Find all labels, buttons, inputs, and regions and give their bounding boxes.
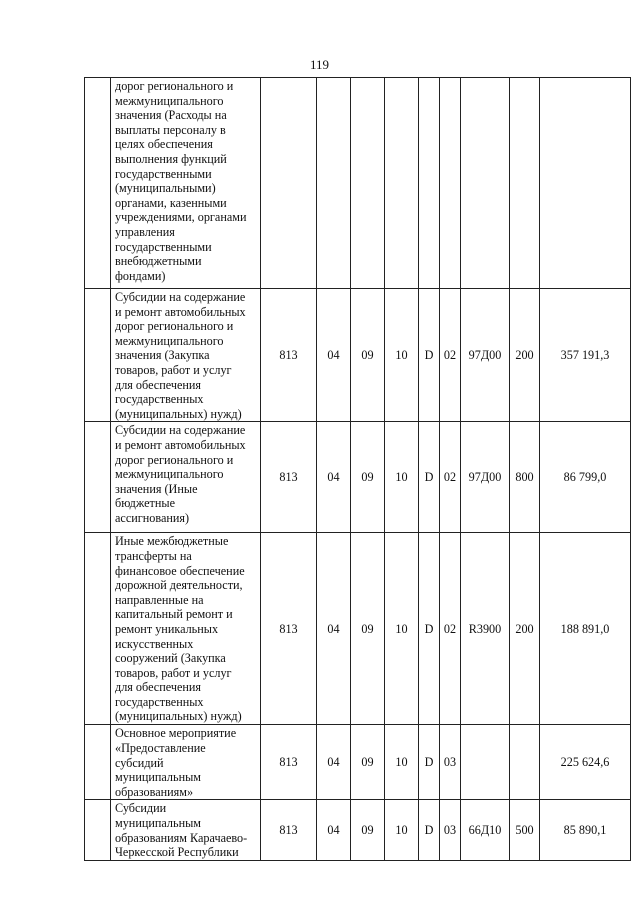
amount-cell: 86 799,0 xyxy=(540,422,631,533)
code-direction-cell xyxy=(461,78,510,289)
row-name-line: товаров, работ и услуг xyxy=(115,362,232,377)
code-program-cell: 10 xyxy=(385,800,419,861)
row-blank-cell xyxy=(85,289,111,422)
amount-cell xyxy=(540,78,631,289)
code-gr-cell: 813 xyxy=(261,533,317,725)
row-name-line: (муниципальных) нужд) xyxy=(115,709,242,724)
row-name-line: значения (Закупка xyxy=(115,348,210,363)
code-expense-type-cell: 200 xyxy=(510,289,540,422)
row-name-line: Субсидии xyxy=(115,801,167,816)
row-name-line: значения (Иные xyxy=(115,481,198,496)
table-row xyxy=(85,800,631,861)
row-name-line: выплаты персоналу в xyxy=(115,122,226,137)
code-gr-cell: 813 xyxy=(261,289,317,422)
row-name-line: Субсидии на содержание xyxy=(115,423,246,438)
row-name-line: ремонт уникальных xyxy=(115,621,219,636)
code-expense-type-cell xyxy=(510,78,540,289)
row-blank-cell xyxy=(85,533,111,725)
row-name-line: трансферты на xyxy=(115,548,192,563)
code-direction-cell: 97Д00 xyxy=(461,289,510,422)
row-name-line: дорог регионального и xyxy=(115,452,234,467)
row-name-line: дорожной деятельности, xyxy=(115,578,243,593)
code-direction-cell: R3900 xyxy=(461,533,510,725)
row-name-line: субсидий xyxy=(115,755,164,770)
row-name-line: (муниципальных) нужд) xyxy=(115,406,242,421)
code-pr-cell: 09 xyxy=(351,422,385,533)
code-expense-type-cell: 500 xyxy=(510,800,540,861)
row-name-line: (муниципальными) xyxy=(115,181,216,196)
row-name-line: бюджетные xyxy=(115,496,176,511)
row-name-line: целях обеспечения xyxy=(115,137,213,152)
row-name-line: Субсидии на содержание xyxy=(115,290,246,304)
row-name-cell xyxy=(111,725,261,800)
row-name-line: ассигнования) xyxy=(115,510,190,525)
row-blank-cell xyxy=(85,800,111,861)
code-program-cell xyxy=(385,78,419,289)
row-name-cell xyxy=(111,422,261,533)
table-row xyxy=(85,533,631,725)
code-gr-cell: 813 xyxy=(261,422,317,533)
row-name-line: муниципальным xyxy=(115,770,201,785)
row-name-line: государственных xyxy=(115,694,204,709)
row-name-line: учреждениями, органами xyxy=(115,210,247,225)
code-pr-cell: 09 xyxy=(351,533,385,725)
row-name-line: образованиям Карачаево- xyxy=(115,830,248,845)
page-number: 119 xyxy=(309,57,330,72)
code-subprogram-cell: D xyxy=(419,289,440,422)
row-name-line: государственных xyxy=(115,392,204,407)
row-blank-cell xyxy=(85,725,111,800)
code-gr-cell: 813 xyxy=(261,725,317,800)
row-name-line: органами, казенными xyxy=(115,195,227,210)
row-blank-cell xyxy=(85,78,111,289)
row-name-line: государственными xyxy=(115,239,212,254)
row-name-line: товаров, работ и услуг xyxy=(115,665,232,680)
code-rz-cell: 04 xyxy=(317,289,351,422)
code-pr-cell: 09 xyxy=(351,289,385,422)
table-row xyxy=(85,289,631,422)
budget-table-body xyxy=(85,78,631,861)
code-direction-cell: 97Д00 xyxy=(461,422,510,533)
row-name-cell xyxy=(111,533,261,725)
row-name-line: внебюджетными xyxy=(115,254,202,269)
row-name-line: капитальный ремонт и xyxy=(115,607,233,622)
code-rz-cell xyxy=(317,78,351,289)
row-name-line: межмуниципального xyxy=(115,333,224,348)
row-name-line: сооружений (Закупка xyxy=(115,651,226,666)
code-subprogram-cell: D xyxy=(419,533,440,725)
row-name-line: дорог регионального и xyxy=(115,319,234,334)
row-name-cell xyxy=(111,800,261,861)
row-name-line: образованиям» xyxy=(115,784,194,799)
row-name-cell xyxy=(111,289,261,422)
code-rz-cell: 04 xyxy=(317,533,351,725)
amount-cell: 357 191,3 xyxy=(540,289,631,422)
row-name-line: фондами) xyxy=(115,268,166,283)
budget-table xyxy=(84,77,631,861)
row-name-line: муниципальным xyxy=(115,815,201,830)
row-name-line: направленные на xyxy=(115,592,204,607)
code-event-cell: 03 xyxy=(440,800,461,861)
amount-cell: 85 890,1 xyxy=(540,800,631,861)
row-name-line: межмуниципального xyxy=(115,467,224,482)
table-row xyxy=(85,725,631,800)
row-blank-cell xyxy=(85,422,111,533)
code-pr-cell: 09 xyxy=(351,800,385,861)
row-name-line: управления xyxy=(115,224,175,239)
code-subprogram-cell: D xyxy=(419,725,440,800)
row-name-line: Черкесской Республики xyxy=(115,845,239,860)
row-name-line: для обеспечения xyxy=(115,377,202,392)
code-event-cell xyxy=(440,78,461,289)
code-pr-cell xyxy=(351,78,385,289)
code-event-cell: 02 xyxy=(440,533,461,725)
code-direction-cell: 66Д10 xyxy=(461,800,510,861)
row-name-line: выполнения функций xyxy=(115,151,227,166)
code-program-cell: 10 xyxy=(385,725,419,800)
code-gr-cell: 813 xyxy=(261,800,317,861)
code-subprogram-cell: D xyxy=(419,422,440,533)
row-name-cell xyxy=(111,78,261,289)
code-subprogram-cell xyxy=(419,78,440,289)
code-expense-type-cell xyxy=(510,725,540,800)
code-program-cell: 10 xyxy=(385,289,419,422)
code-program-cell: 10 xyxy=(385,533,419,725)
code-pr-cell: 09 xyxy=(351,725,385,800)
code-expense-type-cell: 800 xyxy=(510,422,540,533)
row-name-line: финансовое обеспечение xyxy=(115,563,245,578)
row-name-line: межмуниципального xyxy=(115,93,224,108)
row-name-line: для обеспечения xyxy=(115,680,202,695)
code-event-cell: 02 xyxy=(440,289,461,422)
code-event-cell: 02 xyxy=(440,422,461,533)
row-name-line: и ремонт автомобильных xyxy=(115,304,246,319)
code-gr-cell xyxy=(261,78,317,289)
amount-cell: 225 624,6 xyxy=(540,725,631,800)
table-row xyxy=(85,78,631,289)
row-name-line: и ремонт автомобильных xyxy=(115,437,246,452)
code-rz-cell: 04 xyxy=(317,422,351,533)
row-name-line: Иные межбюджетные xyxy=(115,534,229,549)
code-program-cell: 10 xyxy=(385,422,419,533)
row-name-line: государственными xyxy=(115,166,212,181)
row-name-line: дорог регионального и xyxy=(115,79,234,93)
row-name-line: искусственных xyxy=(115,636,194,651)
amount-cell: 188 891,0 xyxy=(540,533,631,725)
code-expense-type-cell: 200 xyxy=(510,533,540,725)
code-direction-cell xyxy=(461,725,510,800)
code-subprogram-cell: D xyxy=(419,800,440,861)
code-rz-cell: 04 xyxy=(317,800,351,861)
code-rz-cell: 04 xyxy=(317,725,351,800)
code-event-cell: 03 xyxy=(440,725,461,800)
row-name-line: Основное мероприятие xyxy=(115,726,237,741)
row-name-line: «Предоставление xyxy=(115,740,206,755)
row-name-line: значения (Расходы на xyxy=(115,108,227,123)
table-row xyxy=(85,422,631,533)
